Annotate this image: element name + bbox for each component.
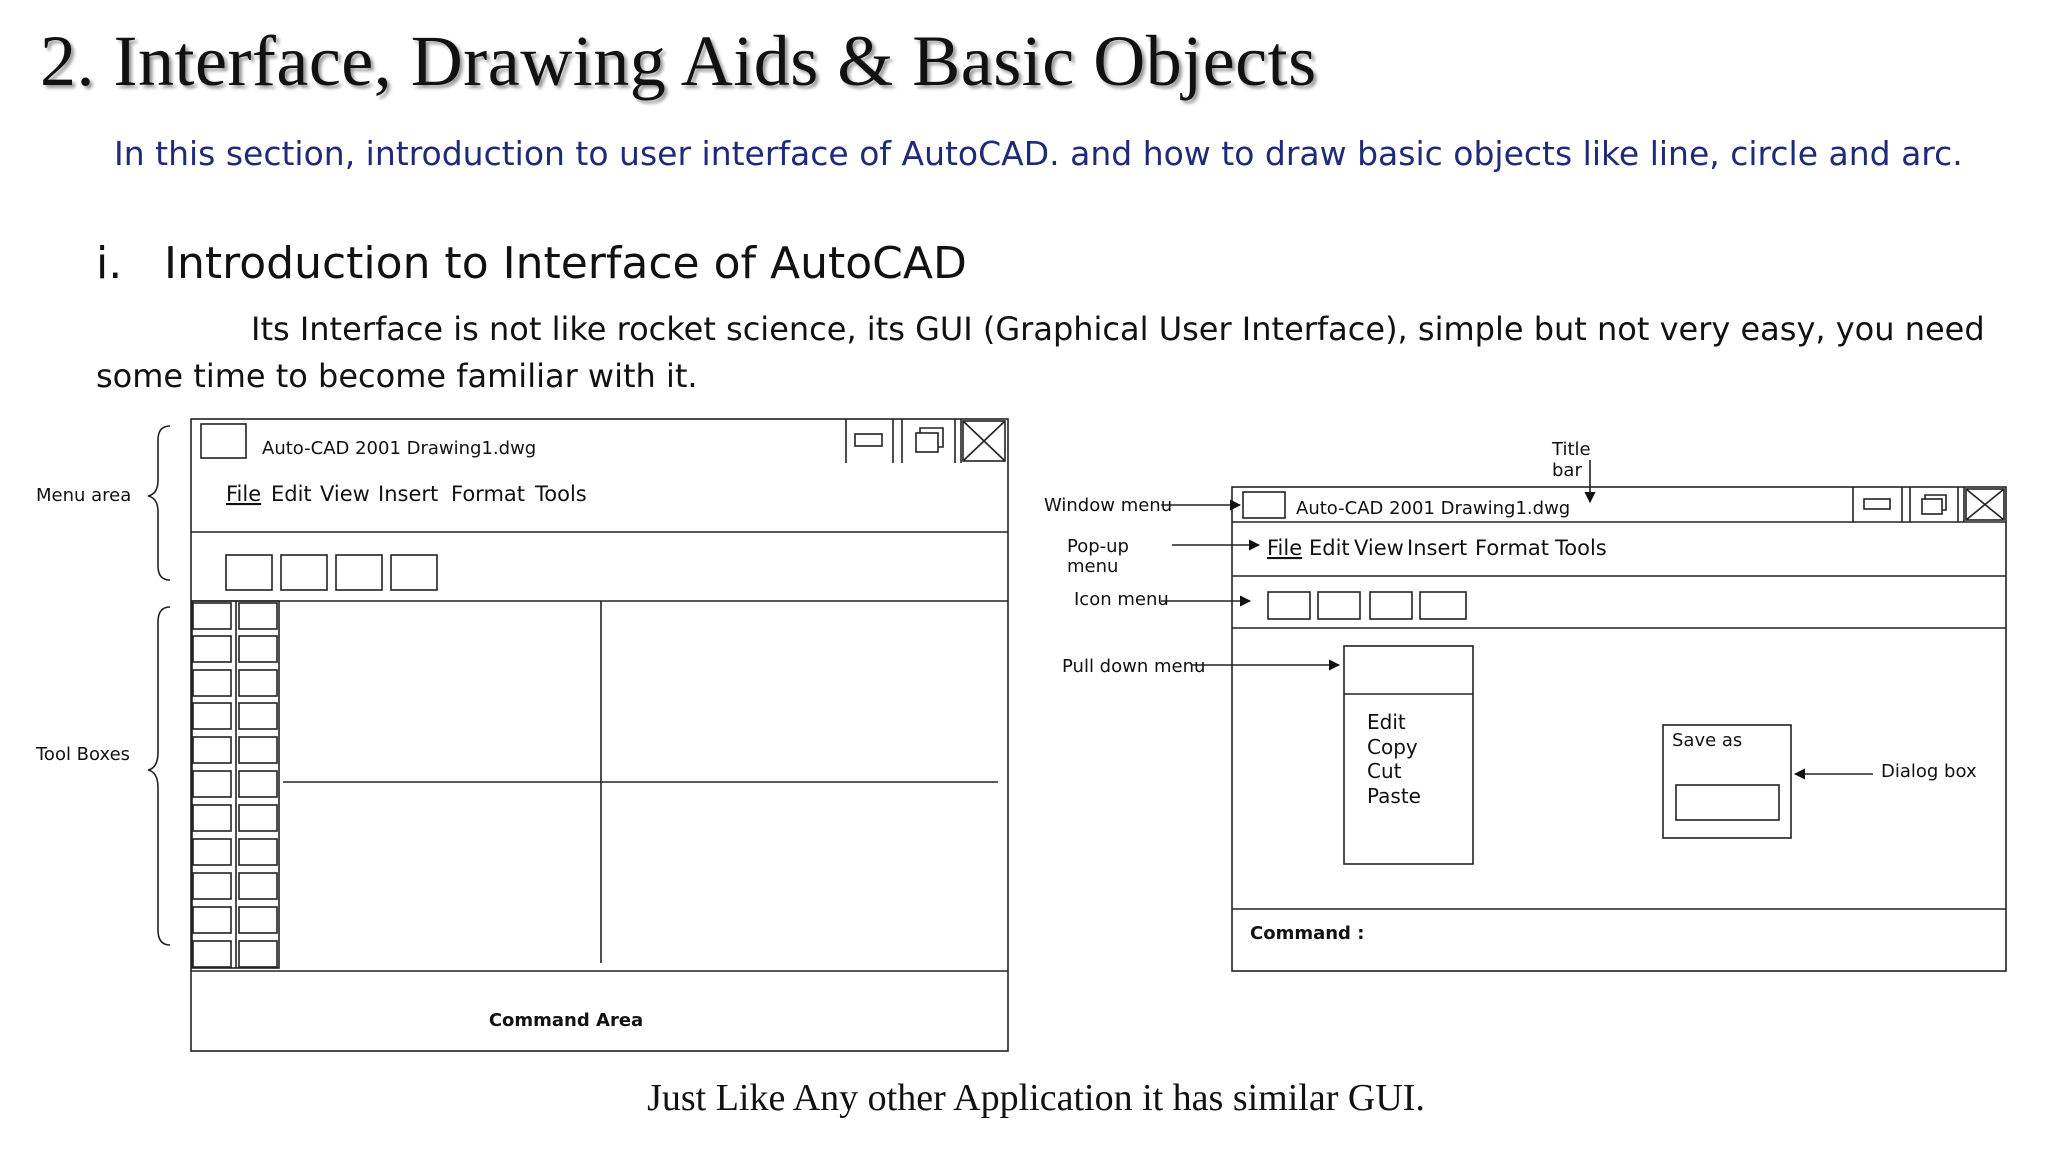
left-command-area: Command Area: [488, 1010, 644, 1031]
right-close-icon: [1966, 489, 2004, 520]
left-menu-file: File: [226, 482, 262, 506]
left-window-title: Auto-CAD 2001 Drawing1.dwg: [262, 438, 537, 459]
label-icon-menu: Icon menu: [1074, 589, 1169, 610]
label-menu-area: Menu area: [36, 485, 132, 506]
right-restore-icon: [1922, 495, 1946, 514]
right-menu-view: View: [1354, 536, 1404, 560]
popup-item-paste: Paste: [1367, 784, 1421, 808]
menu-area-brace: [148, 426, 170, 580]
left-menu-format: Format: [451, 482, 526, 506]
left-close-icon: [963, 421, 1005, 461]
label-window-menu: Window menu: [1044, 495, 1173, 516]
left-restore-icon: [916, 428, 943, 452]
left-minimize-icon: [855, 434, 882, 446]
right-menu-format: Format: [1475, 536, 1550, 560]
label-dialog-box: Dialog box: [1881, 761, 1977, 782]
right-menu-tools: Tools: [1555, 536, 1607, 560]
right-menu-edit: Edit: [1309, 536, 1350, 560]
label-popup-menu-line1: Pop-up: [1067, 536, 1129, 557]
popup-item-edit: Edit: [1367, 710, 1406, 734]
section-number: i.: [96, 238, 123, 289]
right-minimize-icon: [1864, 499, 1890, 509]
left-window-icon: [201, 424, 246, 458]
left-menu-insert: Insert: [378, 482, 439, 506]
label-pull-down-menu: Pull down menu: [1062, 656, 1206, 677]
popup-item-copy: Copy: [1367, 735, 1418, 759]
left-tool-boxes: [192, 601, 279, 968]
popup-item-cut: Cut: [1367, 759, 1402, 783]
label-title-bar-line2: bar: [1552, 460, 1582, 481]
slide-title: 2. Interface, Drawing Aids & Basic Objects: [40, 21, 1317, 101]
pull-down-menu-items: [1367, 710, 1421, 808]
right-window-icon: [1243, 492, 1285, 518]
right-icon-toolbar: [1268, 592, 1466, 619]
tool-boxes-brace: [148, 607, 170, 945]
right-menu-insert: Insert: [1407, 536, 1468, 560]
slide-caption: Just Like Any other Application it has similar GUI.: [647, 1077, 1425, 1119]
right-window-title: Auto-CAD 2001 Drawing1.dwg: [1296, 498, 1571, 519]
right-menu-bar: [1267, 536, 1607, 560]
save-as-input: [1676, 785, 1779, 820]
left-icon-toolbar: [226, 555, 437, 590]
left-window-frame: [191, 419, 1008, 1051]
left-menu-bar: [226, 482, 587, 506]
label-tool-boxes: Tool Boxes: [36, 744, 131, 765]
left-autocad-diagram: [148, 419, 1008, 1051]
label-title-bar-line1: Title: [1552, 439, 1591, 460]
right-menu-file: File: [1267, 536, 1303, 560]
section-body: Its Interface is not like rocket science, its GUI (Graphical User Interface), simple but not very easy, you need some time to become familiar with it.: [96, 310, 1985, 395]
label-popup-menu-line2: menu: [1067, 556, 1119, 577]
dialog-title: Save as: [1672, 730, 1743, 751]
slide-subtitle: In this section, introduction to user interface of AutoCAD. and how to draw basic objects like line, circle and arc.: [114, 134, 1963, 173]
right-command-label: Command :: [1250, 923, 1365, 944]
section-heading-text: Introduction to Interface of AutoCAD: [164, 238, 967, 289]
left-menu-tools: Tools: [535, 482, 587, 506]
left-menu-view: View: [320, 482, 370, 506]
left-menu-edit: Edit: [271, 482, 312, 506]
